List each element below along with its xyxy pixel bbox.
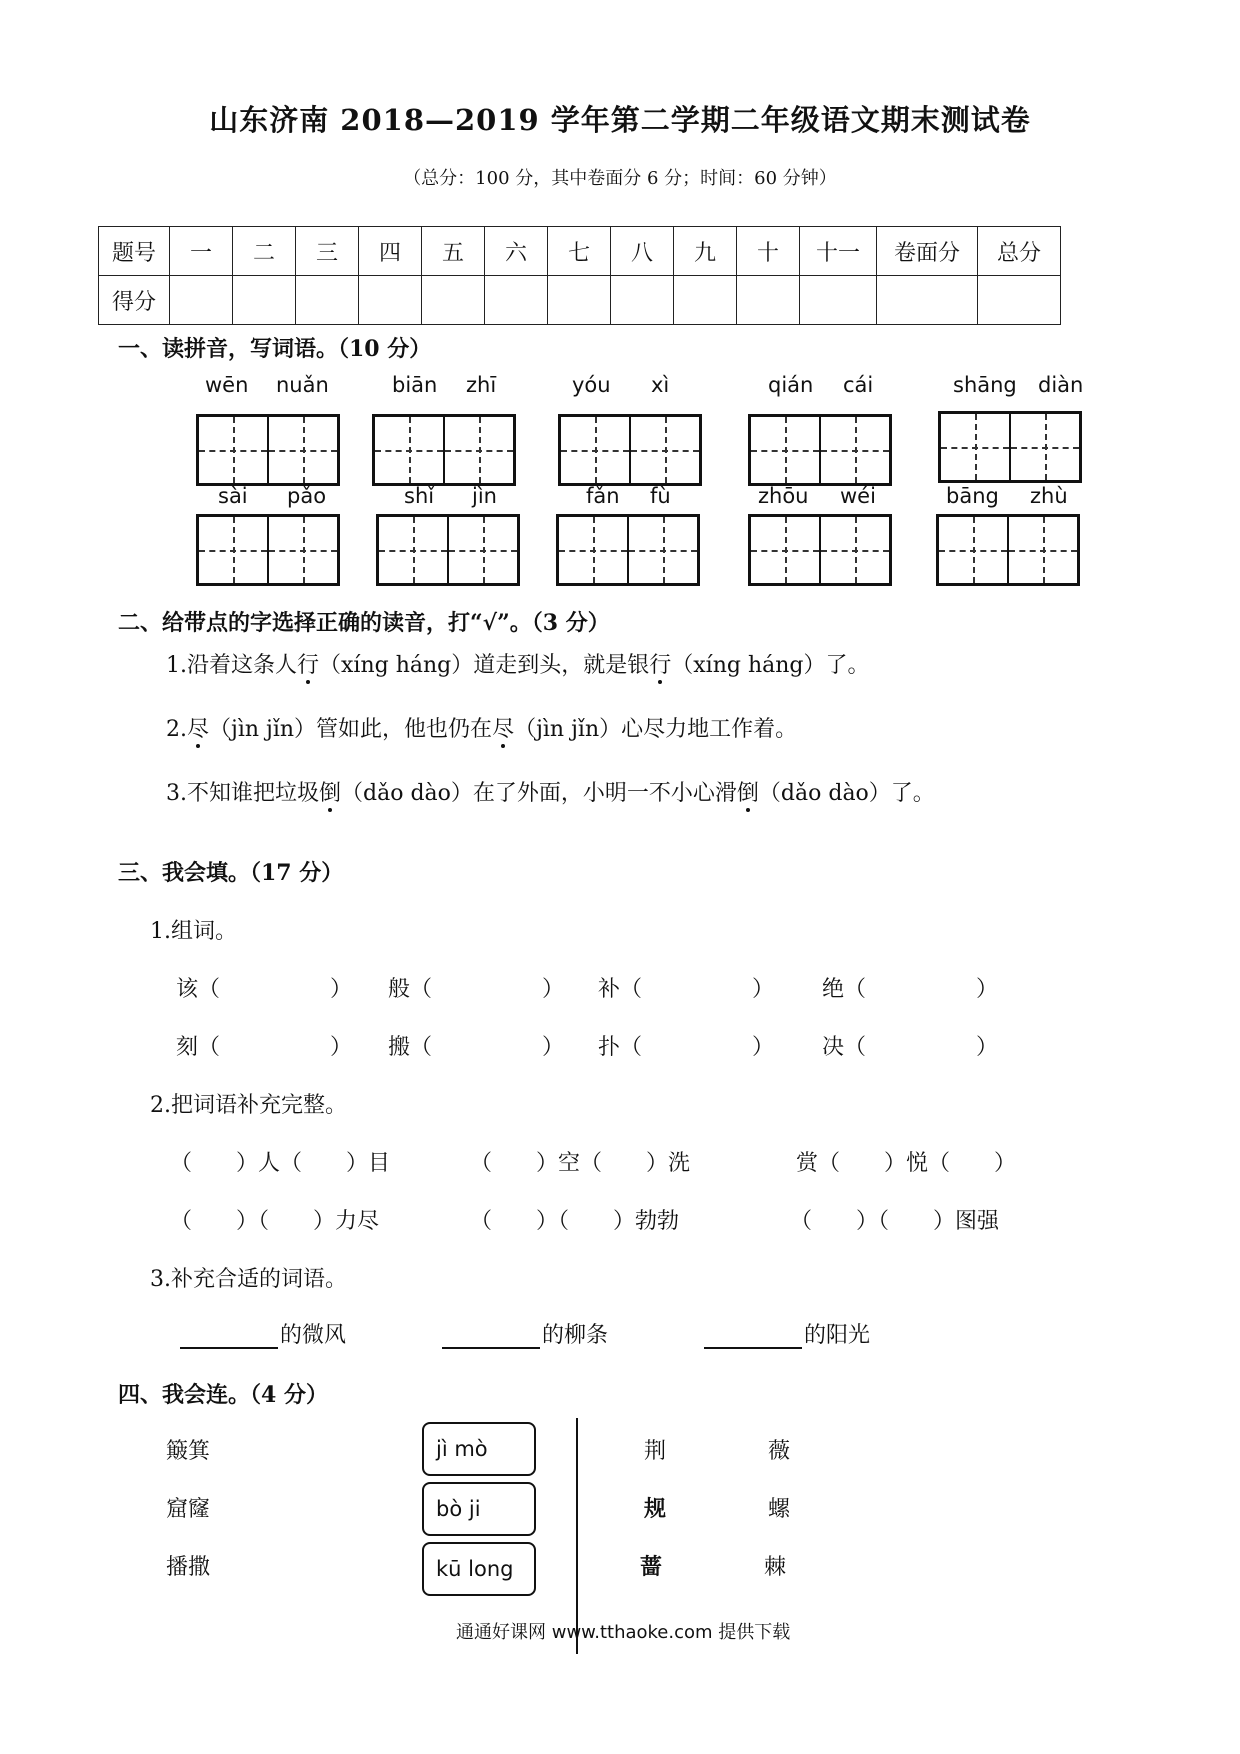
match-char[interactable]: 棘 [764,1555,787,1580]
match-pinyin-box[interactable]: bò ji [422,1482,536,1536]
score-table [98,226,1061,325]
pinyin-label: diàn [1038,373,1084,397]
pinyin-label: jìn [472,484,497,508]
question-line [166,712,797,743]
page-subtitle: （总分：100 分，其中卷面分 6 分；时间：60 分钟） [403,168,837,189]
question-text: 1.沿着这条人 [166,653,297,678]
idiom-blank[interactable]: （ ）（ ）图强 [790,1209,1000,1234]
section-heading: 四、我会连。（4 分） [118,1382,328,1408]
writing-grid[interactable] [556,514,700,586]
pinyin-label: biān [392,373,438,397]
question-line [166,776,935,807]
phrase-fill [704,1318,870,1349]
score-input-cell[interactable] [674,276,737,325]
match-char[interactable]: 螺 [768,1497,791,1522]
writing-grid[interactable] [938,411,1082,483]
section-heading: 一、读拼音，写词语。（10 分） [118,336,432,362]
table-cell: 七 [548,227,611,276]
pinyin-label: xì [651,373,670,397]
pinyin-label: zhī [466,373,497,397]
score-table-score-row [99,276,1061,325]
table-cell: 一 [170,227,233,276]
pinyin-label: shǐ [404,484,435,508]
score-input-cell[interactable] [877,276,978,325]
word-blank[interactable]: 搬（ ） [388,1035,565,1060]
table-cell: 二 [233,227,296,276]
table-cell: 四 [359,227,422,276]
match-char[interactable]: 荆 [644,1439,667,1464]
score-input-cell[interactable] [800,276,877,325]
table-cell: 九 [674,227,737,276]
sub-question: 2.把词语补充完整。 [150,1093,347,1118]
writing-grid[interactable] [936,514,1080,586]
score-table-header-row [99,227,1061,276]
writing-grid[interactable] [196,514,340,586]
word-blank[interactable]: 刻（ ） [176,1035,353,1060]
dotted-char: 行 [649,653,672,678]
section-heading: 二、给带点的字选择正确的读音，打“√”。（3 分） [118,610,610,636]
question-text: （xíng háng）道走到头，就是银 [319,653,650,678]
writing-grid[interactable] [376,514,520,586]
score-input-cell[interactable] [611,276,674,325]
score-input-cell[interactable] [978,276,1061,325]
phrase-text: 的阳光 [804,1323,871,1348]
question-line [166,648,870,679]
idiom-blank[interactable]: （ ）（ ）力尽 [170,1209,380,1234]
idiom-blank[interactable]: 赏（ ）悦（ ） [796,1151,1017,1176]
match-char[interactable]: 蔷 [640,1554,663,1580]
score-input-cell[interactable] [233,276,296,325]
writing-grid[interactable] [558,414,702,486]
table-cell: 十 [737,227,800,276]
pinyin-label: cái [843,373,874,397]
table-cell: 十一 [800,227,877,276]
idiom-blank[interactable]: （ ）人（ ）目 [170,1151,391,1176]
word-blank[interactable]: 扑（ ） [598,1035,775,1060]
pinyin-label: nuǎn [276,373,329,397]
dotted-char: 尽 [187,717,210,742]
pinyin-label: pǎo [287,484,327,508]
sub-question: 3.补充合适的词语。 [150,1267,347,1292]
pinyin-label: zhù [1030,484,1068,508]
phrase-fill [180,1318,346,1349]
match-pinyin-box[interactable]: kū long [422,1542,536,1596]
writing-grid[interactable] [748,514,892,586]
phrase-text: 的微风 [280,1323,347,1348]
score-input-cell[interactable] [485,276,548,325]
question-text: （jìn jǐn）心尽力地工作着。 [514,717,798,742]
score-input-cell[interactable] [296,276,359,325]
score-input-cell[interactable] [548,276,611,325]
word-blank[interactable]: 补（ ） [598,977,775,1002]
writing-grid[interactable] [372,414,516,486]
pinyin-label: qián [768,373,814,397]
dotted-char: 尽 [492,717,515,742]
table-cell: 六 [485,227,548,276]
score-input-cell[interactable] [422,276,485,325]
writing-grid[interactable] [748,414,892,486]
question-text: 3.不知谁把垃圾 [166,781,319,806]
word-blank[interactable]: 决（ ） [822,1035,999,1060]
question-text: （jìn jǐn）管如此，他也仍在 [209,717,493,742]
page-title: 山东济南 2018—2019 学年第二学期二年级语文期末测试卷 [209,103,1031,137]
match-char[interactable]: 薇 [768,1439,791,1464]
score-input-cell[interactable] [737,276,800,325]
dotted-char: 倒 [319,781,342,806]
answer-line[interactable] [180,1323,278,1349]
score-input-cell[interactable] [170,276,233,325]
pinyin-label: yóu [572,373,611,397]
match-word[interactable]: 簸箕 [166,1439,211,1464]
table-cell: 五 [422,227,485,276]
table-cell: 三 [296,227,359,276]
question-text: （dǎo dào）了。 [758,781,935,806]
pinyin-label: fù [650,484,671,508]
dotted-char: 倒 [736,781,759,806]
pinyin-label: shāng [953,373,1017,397]
table-cell: 八 [611,227,674,276]
pinyin-label: fǎn [586,484,620,508]
match-word[interactable]: 播撒 [166,1555,211,1580]
sub-question: 1.组词。 [150,919,237,944]
idiom-blank[interactable]: （ ）空（ ）洗 [470,1151,691,1176]
answer-line[interactable] [442,1323,540,1349]
table-cell: 总分 [978,227,1061,276]
word-blank[interactable]: 该（ ） [176,977,353,1002]
pinyin-label: zhōu [758,484,809,508]
word-blank[interactable]: 绝（ ） [822,977,999,1002]
phrase-text: 的柳条 [542,1323,609,1348]
pinyin-label: bāng [946,484,999,508]
table-cell: 卷面分 [877,227,978,276]
table-cell: 题号 [99,227,170,276]
section-heading: 三、我会填。（17 分） [118,860,344,886]
question-text: （dǎo dào）在了外面，小明一不小心滑 [341,781,737,806]
match-pinyin-box[interactable]: jì mò [422,1422,536,1476]
word-blank[interactable]: 般（ ） [388,977,565,1002]
pinyin-label: sài [218,484,248,508]
question-text: 2. [166,717,187,742]
writing-grid[interactable] [196,414,340,486]
question-text: （xíng háng）了。 [671,653,870,678]
table-cell: 得分 [99,276,170,325]
pinyin-label: wéi [840,484,876,508]
dotted-char: 行 [297,653,320,678]
pinyin-label: wēn [205,373,249,397]
footer-text: 通通好课网 www.tthaoke.com 提供下载 [456,1622,791,1643]
idiom-blank[interactable]: （ ）（ ）勃勃 [470,1209,680,1234]
match-char[interactable]: 规 [644,1496,667,1522]
phrase-fill [442,1318,608,1349]
score-input-cell[interactable] [359,276,422,325]
match-word[interactable]: 窟窿 [166,1497,211,1522]
answer-line[interactable] [704,1323,802,1349]
